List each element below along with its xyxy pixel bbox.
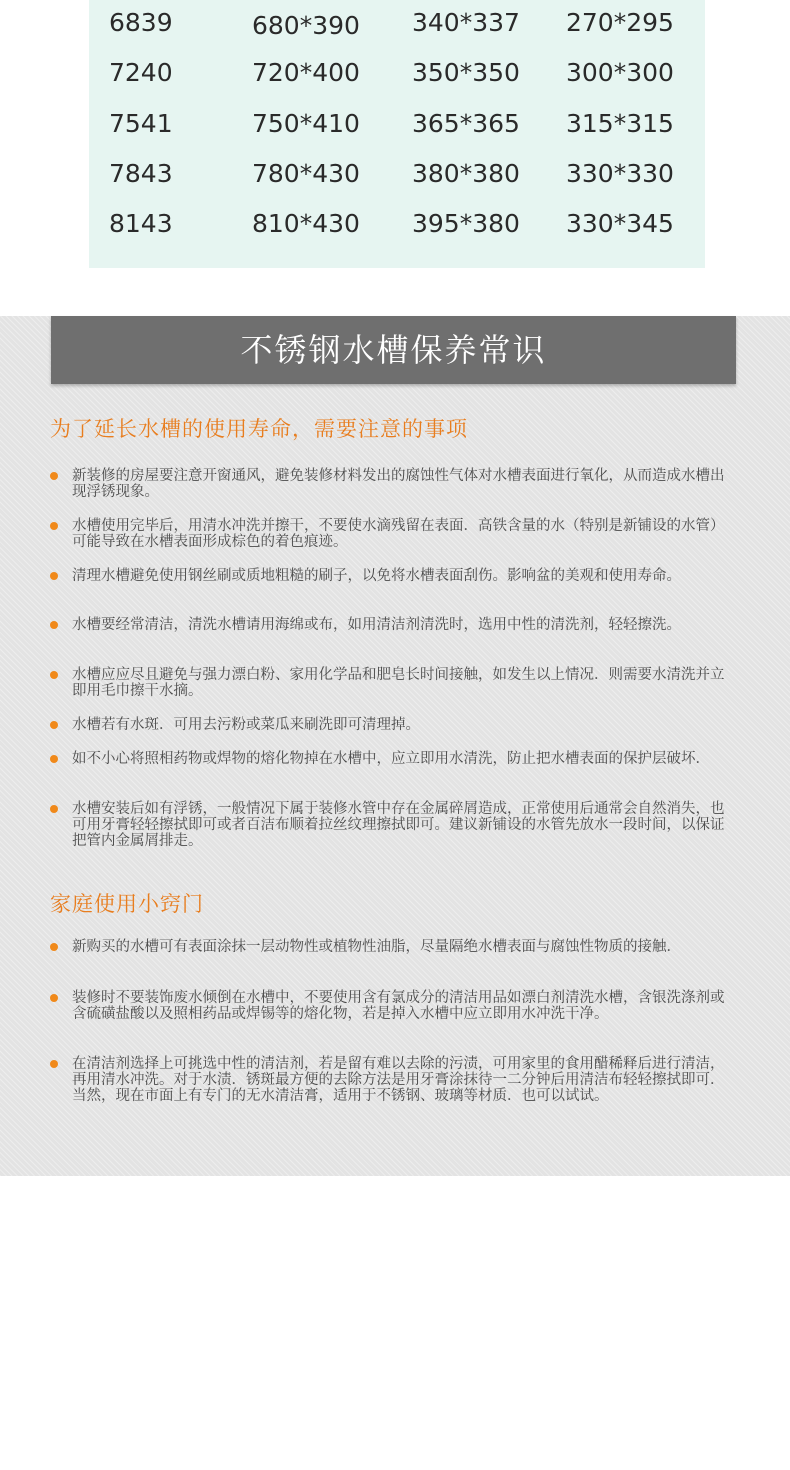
list-item-text: 水槽要经常清洁，清洗水槽请用海绵或布，如用清洁剂清洗时，选用中性的清洗剂，轻轻擦洗。 [72, 617, 681, 633]
list-item-text: 新购买的水槽可有表面涂抹一层动物性或植物性油脂，尽量隔绝水槽表面与腐蚀性物质的接触． [72, 939, 681, 955]
left-bowl-cell: 365*365 [412, 109, 520, 138]
bullet-icon [50, 572, 58, 580]
table-row [89, 0, 705, 48]
model-cell: 7843 [109, 159, 173, 188]
bullet-icon [50, 994, 58, 1002]
outer-size-cell: 680*390 [252, 11, 360, 40]
bullet-icon [50, 805, 58, 813]
bullet-icon [50, 472, 58, 480]
outer-size-cell: 750*410 [252, 109, 360, 138]
bullet-icon [50, 1060, 58, 1068]
outer-size-cell: 810*430 [252, 209, 360, 238]
right-bowl-cell: 330*345 [566, 209, 674, 238]
list-item-text: 水槽安装后如有浮锈，一般情况下属于装修水管中存在金属碎屑造成，正常使用后通常会自然消失，也可用牙膏轻轻擦拭即可或者百洁布顺着拉丝纹理擦拭即可。建议新铺设的水管先放水一段时间，以保证把管内金属屑排走。 [72, 801, 725, 849]
bullet-icon [50, 943, 58, 951]
bullet-icon [50, 755, 58, 763]
model-cell: 8143 [109, 209, 173, 238]
right-bowl-cell: 330*330 [566, 159, 674, 188]
list-item-text: 水槽应应尽且避免与强力漂白粉、家用化学品和肥皂长时间接触，如发生以上情况．则需要水清洗并立即用毛巾擦干水摘。 [72, 667, 725, 699]
table-row [89, 99, 705, 149]
left-bowl-cell: 380*380 [412, 159, 520, 188]
care-title: 不锈钢水槽保养常识 [51, 316, 736, 384]
left-bowl-cell: 350*350 [412, 58, 520, 87]
left-bowl-cell: 395*380 [412, 209, 520, 238]
right-bowl-cell: 315*315 [566, 109, 674, 138]
size-table [89, 0, 705, 268]
model-cell: 6839 [109, 8, 173, 37]
list-item-text: 如不小心将照相药物或焊物的熔化物掉在水槽中，应立即用水清洗，防止把水槽表面的保护层破坏． [72, 751, 710, 767]
section-heading-lifespan: 为了延长水槽的使用寿命，需要注意的事项 [50, 417, 468, 441]
list-item-text: 装修时不要装饰废水倾倒在水槽中，不要使用含有氯成分的清洁用品如漂白剂清洗水槽，含银洗涤剂或含硫磺盐酸以及照相药品或焊锡等的熔化物，若是掉入水槽中应立即用水冲洗干净。 [72, 990, 725, 1022]
list-item-text: 水槽若有水斑．可用去污粉或菜瓜来刷洗即可清理掉。 [72, 717, 420, 733]
list-item-text: 水槽使用完毕后，用清水冲洗并擦干，不要使水滴残留在表面．高铁含量的水（特别是新铺设的水管）可能导致在水槽表面形成棕色的着色痕迹。 [72, 518, 725, 550]
section-heading-tips: 家庭使用小窍门 [50, 892, 204, 916]
table-row [89, 149, 705, 199]
care-section [0, 316, 790, 1176]
bullet-icon [50, 721, 58, 729]
model-cell: 7541 [109, 109, 173, 138]
list-item-text: 在清洁剂选择上可挑选中性的清洁剂，若是留有难以去除的污渍，可用家里的食用醋稀释后进行清洁，再用清水冲洗。对于水渍．锈斑最方便的去除方法是用牙膏涂抹待一二分钟后用清洁布轻轻擦拭即可．当然，现在市面上有专门的无水清洁膏，适用于不锈钢、玻璃等材质．也可以试试。 [72, 1056, 725, 1104]
table-row [89, 199, 705, 249]
list-item-text: 清理水槽避免使用钢丝刷或质地粗糙的刷子，以免将水槽表面刮伤。影响盆的美观和使用寿命。 [72, 568, 681, 584]
outer-size-cell: 780*430 [252, 159, 360, 188]
bullet-icon [50, 671, 58, 679]
left-bowl-cell: 340*337 [412, 8, 520, 37]
list-item-text: 新装修的房屋要注意开窗通风，避免装修材料发出的腐蚀性气体对水槽表面进行氧化，从而造成水槽出现浮锈现象。 [72, 468, 725, 500]
outer-size-cell: 720*400 [252, 58, 360, 87]
right-bowl-cell: 270*295 [566, 8, 674, 37]
table-row [89, 48, 705, 98]
bullet-icon [50, 522, 58, 530]
model-cell: 7240 [109, 58, 173, 87]
bullet-icon [50, 621, 58, 629]
right-bowl-cell: 300*300 [566, 58, 674, 87]
